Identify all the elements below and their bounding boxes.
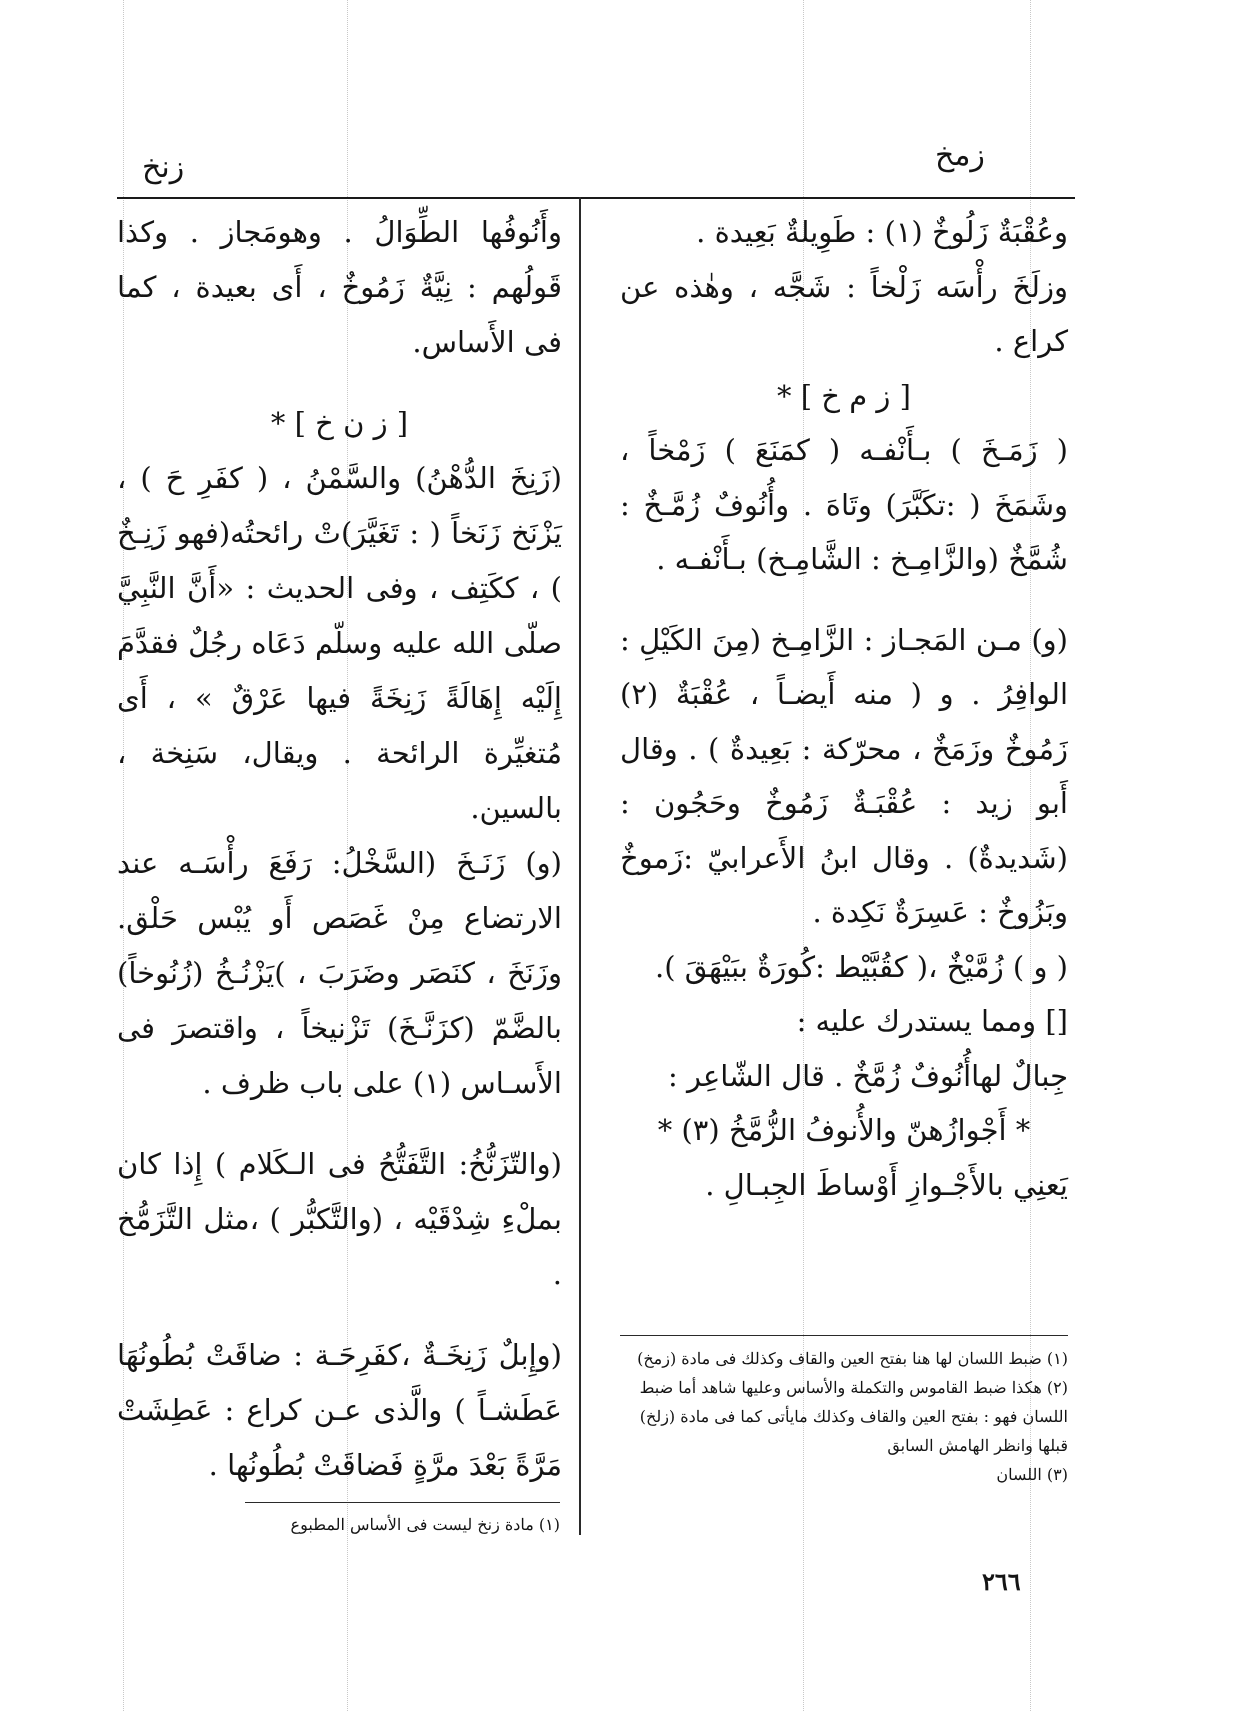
paragraph: يَعنِي بالأَجْـوازِ أَوْساطَ الجِبـالِ . — [705, 1167, 1068, 1202]
paragraph: [] ومما يستدرك عليه : — [796, 1004, 1068, 1038]
footnote: (٢) هكذا ضبط القاموس والتكملة والأساس وعليها شاهد أما ضبط اللسان فهو : بفتح العين والقاف وكذلك مايأتى كما فى مادة (زلخ) قبلها وانظر الهامش السابق — [639, 1378, 1068, 1455]
header-root-left: زنخ — [142, 150, 185, 185]
right-column — [620, 205, 1068, 1212]
header-root-right: زمخ — [935, 138, 985, 173]
paragraph: ( و ) زُمَّيْخٌ ،( كقُبَّيْط :كُورَةٌ ببَيْهَقَ ). — [655, 949, 1068, 984]
column-divider — [579, 197, 581, 1535]
footnote: (٣) اللسان — [996, 1465, 1068, 1484]
spacer — [117, 370, 562, 396]
page-number: ٢٦٦ — [982, 1567, 1021, 1596]
paragraph: (وإِبلٌ زَنِخَـةٌ ،كفَرِحَـة : ضاقَتْ بُطُونُهَا عَطَشـاً ) والَّذى عـن كراع : عَطِشَتْ مَرَّةً بَعْدَ مرَّةٍ فَضاقَتْ بُطُونُها . — [117, 1338, 562, 1482]
paragraph: (و) مـن المَجـاز : الزَّامِـخ (مِنَ الكَيْلِ : الوافِرُ . و ( منه أَيضـاً ، عُقْبَةٌ (٢) زَمُوخٌ وزَمَخٌ ، محرّكة : بَعِيدةٌ ) . وقال أَبو زيد : عُقْبَـةٌ زَمُوخٌ وحَجُون : (شَديدةٌ) . وقال ابنُ الأَعرابيّ :زَموخٌ وبَزُوخٌ : عَسِرَةٌ نَكِدة . — [620, 622, 1068, 929]
footnote-rule-left — [245, 1502, 560, 1503]
paragraph: جِبالٌ لهاأُنُوفٌ زُمَّخٌ . قال الشّاعِر : — [667, 1058, 1068, 1093]
footnote: (١) ضبط اللسان لها هنا بفتح العين والقاف وكذلك فى مادة (زمخ) — [637, 1349, 1068, 1368]
header-rule — [117, 197, 1075, 199]
spacer — [117, 1302, 562, 1328]
paragraph: (والتّزَنُّخُ: التَّفَتُّحُ فى الـكَلام ) إِذا كان بملْءِ شِدْقَيْه ، (والتَّكبُّر ) ،مثل التَّزَمُّخ . — [117, 1147, 562, 1291]
footnotes-right — [620, 1344, 1068, 1489]
left-column — [117, 205, 562, 1493]
paragraph: ( زَمَـخَ ) بـأَنْفـه ( كمَنَعَ ) زَمْخاً ، وشَمَخَ ( :تكَبَّرَ) وتَاهَ . وأُنُوفٌ زُمَّـخٌ : شُمَّخٌ (والزَّامِـخ : الشَّامِـخ) بـأَنْفـه . — [620, 433, 1068, 576]
poetry-verse: * أَجْوازُهنّ والأُنوفُ الزُّمَّخُ (٣) * — [657, 1113, 1031, 1147]
paragraph: وأَنُوفُها الطِّوَالُ . وهومَجاز . وكذا قَولُهم : نِيَّةٌ زَمُوخٌ ، أَى بعيدة ، كما فى الأَساس. — [117, 215, 562, 359]
entry-heading-zmkh: [ ز م خ ] * — [777, 378, 911, 413]
spacer — [620, 587, 1068, 613]
paragraph: وزلَخَ رأْسَه زَلْخاً : شَجَّه ، وهٰذه عن كراع . — [620, 269, 1068, 358]
entry-heading-znkh: [ ز ن خ ] * — [270, 406, 409, 440]
paragraph: (و) زَنَـخَ (السَّخْلُ: رَفَعَ رأْسَـه عند الارتضاع مِنْ غَصَص أَو يُبْس حَلْق. وزَنَخَ ، كنَصَر وضَرَبَ ، )يَزْنُـخُ (زُنُوخاً) بالضَّمّ (كزَنَّـخَ) تَزْنيخاً ، واقتصرَ فى الأَسـاس (١) على باب ظرف . — [117, 846, 562, 1100]
paragraph: (زَنِخَ الدُّهْنُ) والسَّمْنُ ، ( كفَرِ حَ ) ، يَزْنَخ زَنَخاً ( : تَغَيَّرَ)تْ رائحتُه(فهو زَنِـخٌ ) ، ككَتِف ، وفى الحديث : «أَنَّ النَّبِيَّ صلّى الله عليه وسلّم دَعَاه رجُلٌ فقدَّمَ إِلَيْه إِهَالَةً زَنِخَةً فيها عَرْقٌ » ، أَى مُتغيِّرة الرائحة . ويقال، سَنِخة ، بالسين. — [117, 461, 562, 825]
spacer — [117, 1111, 562, 1137]
footnote-rule-right — [620, 1335, 1068, 1336]
footnotes-left — [245, 1510, 560, 1539]
footnote: (١) مادة زنخ ليست فى الأساس المطبوع — [290, 1515, 560, 1534]
paragraph: وعُقْبَةٌ زَلُوخٌ (١) : طَوِيلةٌ بَعِيدة . — [696, 215, 1068, 249]
